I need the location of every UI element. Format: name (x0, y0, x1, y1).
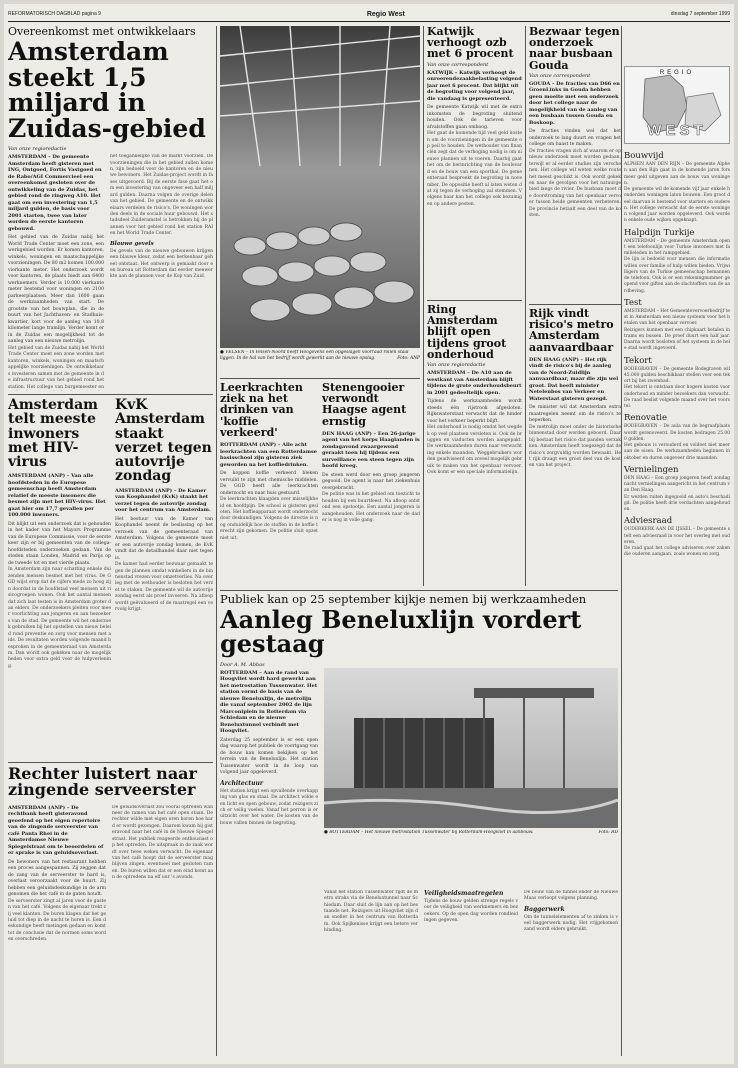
article-stenengooier-title: Stenengooier verwondt Haagse agent ernstig (322, 382, 407, 428)
article-rechter-filler: De serveerster zingt al jaren voor de gasten van het café. Volgens de eigenaar trekt zij veel klanten. De buren klagen dat het geluid tot diep in de nacht te horen is. Een deskundige heeft metingen gedaan en komt tot de conclusie dat de normen soms worden overschreden. (8, 898, 106, 943)
article-stenengooier-body: De steen werd door een groep jongeren gegooid. De agent is naar het ziekenhuis overgebracht. (322, 472, 420, 491)
article-metro-filler: De metrolijn moet onder de historische binnenstad door worden geboord. Daarbij bestaat het risico dat panden verzakken. Amsterdam heeft toegezegd dat de risico's zorgvuldig worden bewaakt. Het rijk draagt een groot deel van de kosten van het project. (529, 424, 621, 469)
divider (427, 300, 522, 301)
article-beneluxlijn-byline: Door A. M. Abbas (220, 661, 265, 668)
sidebar-brief: Test AMSTERDAM – Het Gemeentevervoerbedrijf test in Amsterdam een nieuw systeem voor het betalen van het openbaar vervoer. Reizigers kunnen met een chipkaart betalen in trams en bussen. De proef duurt een half jaar. Daarna wordt besloten of het systeem in de hele stad wordt ingevoerd. (624, 297, 730, 352)
article-hiv (8, 398, 111, 758)
column-rule (423, 26, 424, 586)
article-beneluxlijn-filler-4: De bouw van de tunnel onder de Nieuwe Maas verloopt volgens planning. (524, 889, 618, 902)
sidebar-brief: Renovatie BODEGRAVEN – De aula van de begraafplaats wordt gerenoveerd. De kosten bedragen 25.000 gulden. Het gebouw is verouderd en voldoet niet meer aan de eisen. De werkzaamheden beginnen in oktober en duren ongeveer drie maanden. (624, 413, 730, 461)
sidebar-brief-head: Bouwvijd (624, 151, 664, 161)
article-katwijk (427, 26, 522, 296)
article-metro-lead: DEN HAAG (ANP) – Het rijk vindt de risico's bij de aanleg van de Noord-Zuidlijn aanvaardbaar, maar die zijn wel groot. Dat heeft minister Netelenbos van Verkeer en Waterstaat gisteren gezegd. (529, 356, 619, 402)
sidebar-brief-text: AMSTERDAM – De gemeente Amsterdam opent een telefoonlijn voor Turkse inwoners met familieleden in het rampgebied. (624, 238, 730, 256)
sidebar-brief-text: DEN HAAG – Een groep jongeren heeft zondagnacht vernielingen aangericht in het centrum van Den Haag. (624, 475, 730, 494)
article-leerkrachten-title: Leerkrachten ziek na het drinken van 'koffie verkeerd' (220, 382, 303, 439)
column-rule (216, 26, 217, 1056)
divider (220, 378, 420, 379)
article-gouda-byline: Van onze correspondent (529, 72, 591, 79)
article-rechter-body: De bewoners van het restaurant hebben een proces aangespannen. Zij zeggen dat de zang van de serveerster te hard is, overlast veroorzaakt voor de buurt. Zij hebben een geluidsdeskundige in de arm genomen die het café in de gaten houdt. (8, 859, 106, 898)
article-metro-body: De minister wil dat Amsterdam extra maatregelen neemt om de risico's te beperken. (529, 405, 621, 424)
article-beneluxlijn-body: Zaterdag 25 september is er een open dag waarop het publiek de voortgang van de bouw kan komen bekijken op het terrein van de Beneluxlijn. Het station Tussenwater wordt in de loop van volgend jaar opgeleverd. (220, 737, 318, 776)
sidebar-brief-head: Test (624, 297, 642, 308)
sidebar-briefs (624, 148, 730, 559)
article-ring-byline: Van onze regioredactie (427, 362, 486, 369)
article-katwijk-byline: Van onze correspondent (427, 61, 489, 68)
article-zuidas-filler-3: De gevels van de nieuwe gebouwen krijgen een blauwe kleur, zodat een herkenbaar geheel ontstaat. Het ontwerp is gemaakt door een bureau uit Rotterdam dat eerder meewerkte aan de plannen voor de Kop van Zuid. (110, 248, 213, 280)
article-beneluxlijn-kicker: Publiek kan op 25 september kijkje nemen bij werkzaamheden (220, 594, 587, 606)
article-stenengooier (322, 382, 420, 587)
article-kvk-lead: AMSTERDAM (ANP) – De Kamer van Koophandel (KvK) staakt het verzet tegen de autovrije zondag voor het centrum van Amsterdam. (115, 487, 211, 514)
sidebar-brief-text: AMSTERDAM – Het Gemeentevervoerbedrijf test in Amsterdam een nieuw systeem voor het betalen van het openbaar vervoer. (624, 308, 730, 327)
header-date: dinsdag 7 september 1999 (670, 11, 730, 17)
article-beneluxlijn-lead: ROTTERDAM – Aan de rand van Hoogvliet wordt hard gewerkt aan het metrostation Tussenwater. Het station vormt de basis van de nieuwe Beneluxlijn, de metrolijn die vanaf september 2002 de lijn Marconiplein in Rotterdam via Schiedam en de nieuwe Beneluxtunnel verbindt met Hoogvliet. (220, 669, 318, 735)
sidebar-brief-head: Renovatie (624, 413, 668, 424)
article-gouda-title: Bezwaar tegen onderzoek naar busbaan Gouda (529, 26, 620, 72)
article-ring (427, 304, 522, 586)
header-section: Regio West (366, 10, 405, 18)
sidebar-brief-text: BODEGRAVEN – De aula van de begraafplaats wordt gerenoveerd. De kosten bedragen 25.000 gulden. (624, 424, 730, 442)
article-beneluxlijn-filler-2: Vanaf het station Tussenwater rijdt de metro straks via de Beneluxtunnel naar Schiedam. Daar sluit de lijn aan op het bestaande net. Reizigers uit Hoogvliet zijn dan sneller in het centrum van Rotterdam. Ook Spijkenisse krijgt een betere verbinding. (324, 889, 418, 934)
sidebar-brief-head: Tekort (624, 355, 652, 366)
sidebar-brief-head: Halpdijn Turkije (624, 227, 695, 238)
divider (220, 590, 618, 591)
sidebar-brief-text: ALPHEN AAN DEN RIJN – De gemeente Alphen aan den Rijn gaat in de komende jaren fors meer geld uitgeven aan de bouw van woningen. (624, 162, 730, 186)
photo-tussenwater-caption-text: ROTTERDAM – Het nieuwe metrostation Tussenwater bij Rotterdam-Hoogvliet in aanbouw. (329, 830, 534, 835)
sidebar-brief: Bouwvijd ALPHEN AAN DEN RIJN – De gemeente Alphen aan den Rijn gaat in de komende jaren fors meer geld uitgeven aan de bouw van woningen. De gemeente wil de komende vijf jaar enkele honderden woningen laten bouwen. Een groot deel daarvan is bestemd voor starters en ouderen. Het college verwacht dat de eerste woningen volgend jaar worden opgeleverd. Ook worden enkele oude wijken opgeknapt. (624, 151, 730, 224)
photo-hoogovens-image (220, 26, 420, 348)
article-beneluxlijn-sub-2: Veiligheidsmaatregelen (424, 889, 504, 897)
article-zuidas-filler-2: het toegankelijke van de markt voorzien. De voorzieningen die in het gebied zullen komen, zijn bedoeld voor de kantoren en de nieuwe bewoners. Het Zuidas-project wordt in fases uitgevoerd. Bij de eerste fase gaat het om een investering van ongeveer een half miljard gulden. Daarna volgen de overige delen van het gebied. De gemeente en de ontwikkelaars verdelen de risico's. De woningen worden deels in de sociale huur gebouwd. Het stadsdeel Zuideramstel is betrokken bij de plannen voor het gebied rond het station RAI en het World Trade Center. (110, 154, 213, 237)
article-stenengooier-lead: DEN HAAG (ANP) – Een 26-jarige agent van het korps Haaglanden is zondagavond zwaargewond geraakt toen hij tijdens een surveillance een steen tegen zijn hoofd kreeg. (322, 430, 420, 470)
article-gouda-lead: GOUDA – De fracties van D66 en GroenLinks in Gouda hebben geen moeite met een onderzoek door het college naar de mogelijkheid van de aanleg van een busbaan tussen Gouda en Boskoop. (529, 80, 620, 126)
photo-hoogovens (220, 26, 420, 348)
photo-hoogovens-credit: Foto: ANP (397, 355, 420, 361)
logo-bottom-text: WEST (647, 122, 707, 139)
article-beneluxlijn-filler-5: Om de tunnelelementen af te zinken is veel baggerwerk nodig. Het vrijgekomen zand wordt elders gebruikt. (524, 914, 618, 933)
article-zuidas-lead: AMSTERDAM – De gemeente Amsterdam heeft gisteren met ING, Ontgoed, Fortis Vastgoed en de Rabo/AGI Commercieel een overeenkomst gesloten over de ontwikkeling van de Zuidas, het gebied rond de ringweg A10. Het gaat om een investering van 1,5 miljard gulden, de basis voor 2001 starten, twee van later worden de eerste kantoren gebouwd. (8, 154, 102, 232)
sidebar-brief-text: BODEGRAVEN – De gemeente Bodegraven wil 45.000 gulden beschikbaar stellen voor een tekort bij het zwembad. (624, 366, 730, 384)
photo-tussenwater-caption: ● ROTTERDAM – Het nieuwe metrostation Tussenwater bij Rotterdam-Hoogvliet in aanbouw. Foto: RD (324, 830, 618, 835)
column-rule (621, 26, 622, 1056)
article-beneluxlijn-sub: Architectuur (220, 779, 264, 787)
header-rule (8, 21, 730, 22)
divider (529, 304, 621, 305)
photo-tussenwater (324, 668, 618, 828)
article-rechter-lead: AMSTERDAM (ANP) – De rechtbank heeft gisteravond geoefend op het eigen repertoire van de zingende serveerster van café Panta Rhei in de Amsterdamse Nieuwe Spiegelstraat om te beoordelen of er sprake is van geluidsoverlast. (8, 804, 104, 857)
article-beneluxlijn-sub-3: Baggerwerk (524, 905, 565, 913)
sidebar-brief: Halpdijn Turkije AMSTERDAM – De gemeente Amsterdam opent een telefoonlijn voor Turkse inwoners met familieleden in het rampgebied. De lijn is bedoeld voor mensen die informatie willen over familie of hulp willen bieden. Vrijwilligers van de Turkse gemeenschap bemannen de telefoon. Ook is er een rekeningnummer geopend voor giften aan de slachtoffers van de aardbeving. (624, 227, 730, 294)
article-ring-filler: Het onderhoud is nodig omdat het wegdek op veel plaatsen versleten is. Ook de bruggen en viaducten worden aangepakt. De werkzaamheden duren naar verwachting enkele maanden. Weggebruikers worden geadviseerd om zoveel mogelijk gebruik te maken van het openbaar vervoer. Ook komt er een speciale informatielijn. (427, 425, 522, 476)
article-metro (529, 308, 621, 586)
sidebar-brief-head: Adviesraad (624, 516, 673, 527)
article-hiv-body: Dit blijkt uit een onderzoek dat is gehouden in het kader van het Mayors Programme van de Europese Commissie, voor de eerste keer zijn er bij gemeenten van de collega-hoofdsteden onderzoeken gedaan. Van de steden staan Londen, Madrid en Parijs op de tweede tot en met vierde plaats. (8, 521, 111, 566)
article-hiv-title: Amsterdam telt meeste inwoners met HIV-virus (8, 398, 98, 471)
article-zuidas-kicker: Overeenkomst met ontwikkelaars (8, 26, 196, 38)
article-beneluxlijn-filler-3: Tijdens de bouw gelden strenge regels voor de veiligheid van werknemers en bezoekers. Op de open dag worden rondleidingen gegeven. (424, 898, 518, 923)
article-leerkrachten-lead: ROTTERDAM (ANP) – Alle acht leerkrachten van een Rotterdamse basisschool zijn gisteren ziek geworden na het koffiedrinken. (220, 442, 317, 468)
article-rechter-title: Rechter luistert naar zingende serveerster (8, 766, 197, 800)
article-hiv-lead: AMSTERDAM (ANP) – Van alle hoofdsteden in de Europese gemeenschap heeft Amsterdam relatief de meeste inwoners die besmet zijn met het HIV-virus. Het gaat hier om 17,7 gevallen per 100.000 inwoners. (8, 473, 106, 519)
article-metro-title: Rijk vindt risico's metro Amsterdam aanvaardbaar (529, 308, 614, 354)
article-kvk-title: KvK Amsterdam staakt verzet tegen autovrije zondag (115, 398, 212, 485)
divider (8, 394, 213, 395)
article-gouda-filler: De fracties vragen zich af waarom er opnieuw onderzoek moet worden gedaan, terwijl er al eerder studies zijn verschenen. Het college wil weten welke route het meest geschikt is. Ook wordt gekeken naar de gevolgen voor het natuurgebied langs de rivier. De busbaan moet de doorstroming van het openbaar vervoer tussen beide gemeenten verbeteren. De provincie betaalt een deel van de kosten. (529, 148, 621, 219)
sidebar-brief: Vernielingen DEN HAAG – Een groep jongeren heeft zondagnacht vernielingen aangericht in het centrum van Den Haag. Er werden ruiten ingegooid en auto's beschadigd. De politie heeft drie verdachten aangehouden. (624, 464, 730, 512)
article-leerkrachten (220, 382, 318, 587)
sidebar-brief-text: OUDERKERK AAN DE IJSSEL – De gemeente stelt een adviesraad in voor het overleg met ouderen. (624, 527, 730, 545)
article-katwijk-filler: Het gaat de komende tijd veel geld kosten om de voorzieningen in de gemeente op peil te houden. De wethouder van financiën zegt dat de verhoging nodig is om nieuwe plannen uit te voeren. Daarbij gaat het om de herinrichting van de boulevard en de bouw van een sporthal. De gemeenteraad bespreekt de begroting in november. De oppositie heeft al laten weten dat zij tegen de verhoging zal stemmen. Volgens haar kan het college ook bezuinigen op andere posten. (427, 131, 522, 207)
divider (8, 762, 213, 763)
article-kvk-filler: De kamer had eerder bezwaar gemaakt tegen de plannen omdat winkeliers in de binnenstad vrezen voor omzetverlies. Na overleg met de wethouder is besloten het verzet te staken. De gemeente wil de autovrije zondag eerst als proef invoeren. Na afloop wordt geëvalueerd of de maatregel een vervolg krijgt. (115, 562, 213, 613)
article-beneluxlijn-title: Aanleg Beneluxlijn vordert gestaag (220, 604, 582, 659)
sidebar-brief: Tekort BODEGRAVEN – De gemeente Bodegraven wil 45.000 gulden beschikbaar stellen voor een tekort bij het zwembad. Het tekort is ontstaan door hogere kosten voor onderhoud en minder bezoekers dan verwacht. De raad beslist volgende maand over het voorstel. (624, 355, 730, 409)
article-zuidas (8, 26, 213, 391)
header-paper-name: REFORMATORISCH DAGBLAD pagina 9 (8, 11, 101, 17)
article-ring-lead: AMSTERDAM – De A10 aan de westkant van Amsterdam blijft tijdens de grote onderhoudsbeurt in 2001 gedeeltelijk open. (427, 370, 522, 396)
column-rule (525, 26, 526, 586)
article-leerkrachten-body: De koppen koffie verkeerd bleken vervuild te zijn met chemische middelen. De GGD heeft alle leerkrachten onderzocht en naar huis gestuurd. (220, 471, 318, 496)
article-beneluxlijn-filler: Het station krijgt een opvallende overkapping van glas en staal. De architect wilde een licht en open gebouw, zodat reizigers zich er veilig voelen. Vanaf het perron is er uitzicht over het water. De kosten van de bouw vallen binnen de begroting. (220, 788, 318, 826)
article-zuidas-body: Het gebied van de Zuidas nabij het World Trade Center moet een zone, een werkgebied worden. Er komen kantoren, winkels, woningen en maatschappelijke voorzieningen. De 80 m2 komen 100.000 vierkante meter. Het onderzoek wordt voor kantoren, de plaats biedt aan 6400 werknemers. Verder is 10.000 vierkante meter bestemd voor woningen en 2100 parkeerplaatsen. Meer dan 1600 gaan de werkzaamheden van start. De grootste van het bouwplan, die in de buurt van het Jachthaven- en Stadhuis-kwartier, kort voor de aanleg van 10,8 kilometer lange tramlijn. Verder komt er in de Zuidas een mogelijkheid tot de aanleg van een nieuwe metrolijn. (8, 235, 104, 345)
article-stenengooier-filler: De politie was in het gebied om toezicht te houden bij een buurtfeest. Na afloop ontstond een opstootje. Een aantal jongeren is aangehouden. Het onderzoek naar de dader is nog in volle gang. (322, 492, 420, 524)
photo-tussenwater-credit: Foto: RD (598, 830, 618, 835)
article-zuidas-byline: Van onze regioredactie (8, 146, 67, 153)
page-header (8, 9, 730, 19)
photo-tussenwater-image (324, 668, 618, 828)
photo-hoogovens-caption-text: VELSEN – In Velsen-Noord heeft Hoogovens een opgeslagen voorraad rollen staal liggen. In de hal van het bedrijf wordt gewerkt aan de nieuwe opslag. (220, 350, 409, 361)
article-gouda-body: De fracties vinden wel dat het onderzoek te lang duurt en vragen het college om haast te maken. (529, 129, 621, 148)
sidebar-brief-head: Vernielingen (624, 464, 679, 475)
article-ring-title: Ring Amsterdam blijft open tijdens groot onderhoud (427, 304, 507, 361)
article-katwijk-lead: KATWIJK – Katwijk verhoogt de onroerendezaakbelasting volgend jaar met 6 procent. Dat blijkt uit de begroting voor volgend jaar, die vandaag is gepresenteerd. (427, 69, 522, 102)
article-gouda (529, 26, 621, 302)
article-zuidas-title: Amsterdam steekt 1,5 miljard in Zuidas-gebied (8, 37, 206, 143)
article-zuidas-filler: Het gebied van de Zuidas nabij het World Trade Center moet een zone worden met kantoren, winkels, woningen en maatschappelijke voorzieningen. De ontwikkelaars investeren samen met de gemeente in de infrastructuur van het gebied rond het station. Het college van burgemeester en (8, 345, 104, 390)
regio-west-logo (624, 66, 730, 144)
article-katwijk-body: De gemeente Katwijk wil met de extra inkomsten de begroting sluitend houden. Ook de tarieven voor afvalstoffen gaan omhoog. (427, 105, 522, 130)
article-rechter-filler-2: De geluidsoverlast zou vooral optreden wanneer de ramen van het café open staan. De rechter wilde met eigen oren horen hoe hard er wordt gezongen. Daarom kwam hij gisteravond naar het café in de Nieuwe Spiegelstraat. Het publiek reageerde enthousiast op het optreden. De uitspraak in de zaak wordt over twee weken verwacht. De eigenaar van het café hoopt dat de serveerster mag blijven zingen, eventueel met gesloten ramen. De buren willen dat er een eind komt aan de optredens na elf uur 's avonds. (112, 804, 213, 881)
article-kvk-sub: Blauwe gevels (110, 240, 154, 247)
article-hiv-filler: In Amsterdam zijn naar schatting enkele duizenden mensen besmet met het virus. De GGD wijst erop dat de cijfers mede zo hoog zijn doordat in de hoofdstad veel mensen uit risicogroepen wonen. Ook het aantal mensen dat zich laat testen is in Amsterdam groter dan elders. De onderzoekers pleiten voor meer voorlichting aan jongeren en aan bezoekers van de stad. De gemeente wil het onderzoek gebruiken bij het opstellen van nieuw beleid rond preventie en zorg voor mensen met aids. De resultaten worden volgende maand besproken in de gemeenteraad van Amsterdam. Dan wordt ook gekeken naar de mogelijkheden voor extra geld voor de hulpverlening. (8, 567, 111, 669)
article-ring-body: Tijdens de werkzaamheden wordt steeds één rijstrook afgesloten. Rijkswaterstaat verwacht dat de hinder voor het verkeer beperkt blijft. (427, 399, 522, 424)
article-katwijk-title: Katwijk verhoogt ozb met 6 procent (427, 26, 514, 61)
logo-top-text: REGIO (659, 70, 695, 76)
article-leerkrachten-filler: De leerkrachten klaagden over misselijkheid en hoofdpijn. De school is gisteren gesloten. Het koffieapparaat wordt onderzocht door deskundigen. Volgens de directie is nog onduidelijk hoe de stoffen in de koffie terecht zijn gekomen. De politie sluit opzet niet uit. (220, 497, 318, 541)
article-rechter (8, 766, 213, 1056)
sidebar-brief: Adviesraad OUDERKERK AAN DE IJSSEL – De gemeente stelt een adviesraad in voor het overleg met ouderen. De raad gaat het college adviseren over zaken die ouderen aangaan, zoals wonen en zorg. (624, 516, 730, 558)
photo-hoogovens-caption: ● VELSEN – In Velsen-Noord heeft Hoogovens een opgeslagen voorraad rollen staal liggen. In de hal van het bedrijf wordt gewerkt aan de nieuwe opslag. Foto: ANP (220, 350, 420, 361)
newspaper-page (4, 4, 734, 1064)
article-kvk (115, 398, 213, 628)
article-kvk-body: Het bestuur van de Kamer van Koophandel neemt de beslissing op het verzoek van de gemeenteraad van Amsterdam. Volgens de gemeente moet er een autovrije zondag komen, de KvK vindt dat de detailhandel daar niet tegen is. (115, 516, 213, 561)
